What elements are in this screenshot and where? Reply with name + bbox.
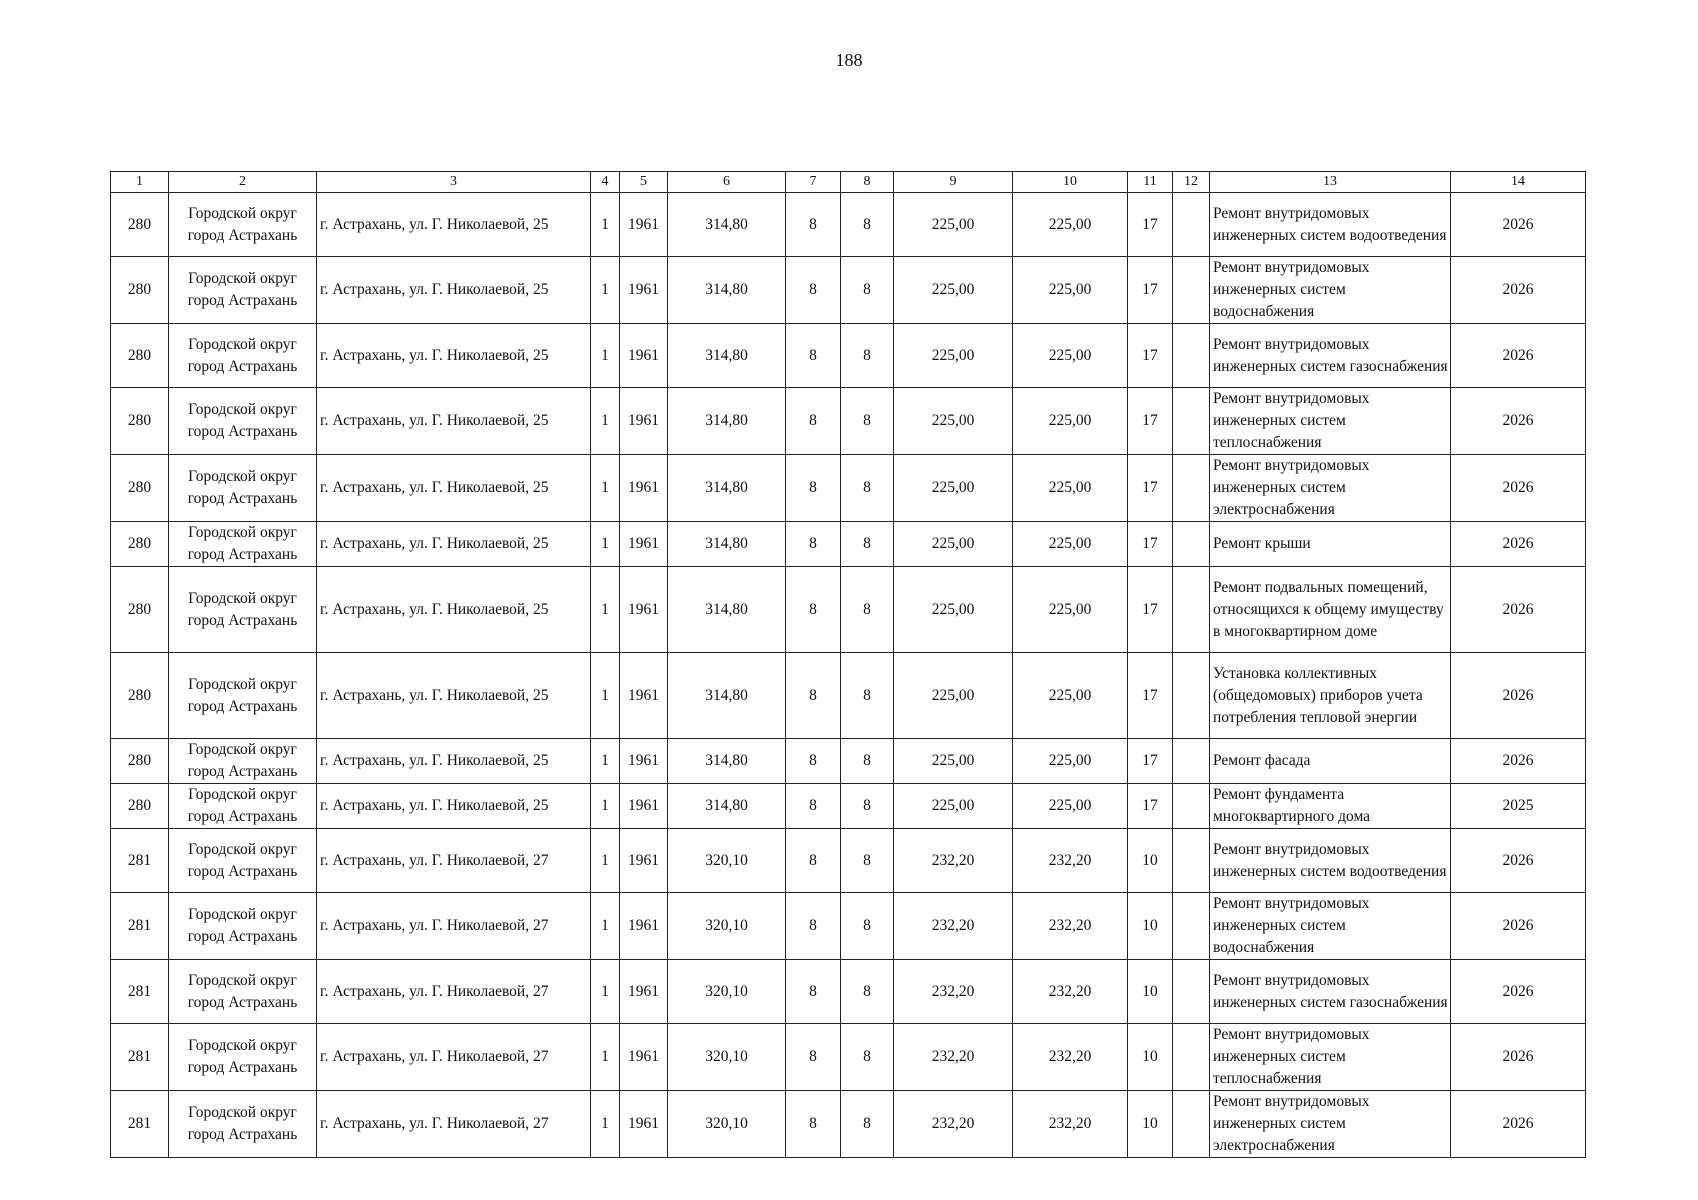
municipality-cell: Городской округ город Астрахань [169, 653, 317, 739]
col-7-value-cell: 8 [786, 567, 841, 653]
col-4-value-cell: 1 [591, 388, 620, 455]
col-11-value-cell: 10 [1128, 1091, 1173, 1158]
repair-program-table [110, 171, 1586, 1158]
address-cell: г. Астрахань, ул. Г. Николаевой, 25 [317, 193, 591, 257]
table-row [111, 388, 1586, 455]
column-header: 14 [1451, 172, 1586, 193]
table-row [111, 1091, 1586, 1158]
work-type-cell: Ремонт внутридомовых инженерных систем теплоснабжения [1210, 1024, 1451, 1091]
col-11-value-cell: 10 [1128, 1024, 1173, 1091]
col-12-value-cell [1173, 960, 1210, 1024]
col-9-value-cell: 225,00 [894, 257, 1013, 324]
row-number-cell: 280 [111, 455, 169, 522]
col-9-value-cell: 232,20 [894, 1091, 1013, 1158]
column-number-row [111, 172, 1586, 193]
row-number-cell: 280 [111, 257, 169, 324]
planned-year-cell: 2026 [1451, 1024, 1586, 1091]
col-6-value-cell: 320,10 [668, 960, 786, 1024]
col-10-value-cell: 232,20 [1013, 1091, 1128, 1158]
col-12-value-cell [1173, 455, 1210, 522]
municipality-cell: Городской округ город Астрахань [169, 257, 317, 324]
column-header: 3 [317, 172, 591, 193]
page-number: 188 [835, 50, 863, 70]
row-number-cell: 280 [111, 522, 169, 567]
column-header: 8 [841, 172, 894, 193]
col-6-value-cell: 320,10 [668, 1091, 786, 1158]
work-type-cell: Ремонт внутридомовых инженерных систем водоотведения [1210, 829, 1451, 893]
work-type-cell: Ремонт фасада [1210, 739, 1451, 784]
col-12-value-cell [1173, 193, 1210, 257]
col-9-value-cell: 225,00 [894, 388, 1013, 455]
col-11-value-cell: 17 [1128, 455, 1173, 522]
planned-year-cell: 2025 [1451, 784, 1586, 829]
col-11-value-cell: 17 [1128, 388, 1173, 455]
column-header: 7 [786, 172, 841, 193]
col-9-value-cell: 225,00 [894, 455, 1013, 522]
col-12-value-cell [1173, 829, 1210, 893]
col-10-value-cell: 225,00 [1013, 324, 1128, 388]
work-type-cell: Ремонт внутридомовых инженерных систем электроснабжения [1210, 1091, 1451, 1158]
col-6-value-cell: 314,80 [668, 653, 786, 739]
col-10-value-cell: 225,00 [1013, 388, 1128, 455]
col-12-value-cell [1173, 1091, 1210, 1158]
row-number-cell: 280 [111, 193, 169, 257]
planned-year-cell: 2026 [1451, 324, 1586, 388]
col-9-value-cell: 232,20 [894, 1024, 1013, 1091]
col-6-value-cell: 314,80 [668, 388, 786, 455]
col-7-value-cell: 8 [786, 388, 841, 455]
col-10-value-cell: 232,20 [1013, 893, 1128, 960]
column-header: 1 [111, 172, 169, 193]
table-row [111, 193, 1586, 257]
row-number-cell: 281 [111, 960, 169, 1024]
planned-year-cell: 2026 [1451, 1091, 1586, 1158]
row-number-cell: 281 [111, 1091, 169, 1158]
col-4-value-cell: 1 [591, 653, 620, 739]
col-12-value-cell [1173, 784, 1210, 829]
column-header: 4 [591, 172, 620, 193]
col-7-value-cell: 8 [786, 784, 841, 829]
planned-year-cell: 2026 [1451, 960, 1586, 1024]
col-4-value-cell: 1 [591, 1024, 620, 1091]
table-row [111, 324, 1586, 388]
year-built-cell: 1961 [620, 193, 668, 257]
year-built-cell: 1961 [620, 653, 668, 739]
col-11-value-cell: 17 [1128, 653, 1173, 739]
col-9-value-cell: 225,00 [894, 653, 1013, 739]
col-7-value-cell: 8 [786, 653, 841, 739]
col-7-value-cell: 8 [786, 193, 841, 257]
planned-year-cell: 2026 [1451, 522, 1586, 567]
col-11-value-cell: 10 [1128, 893, 1173, 960]
work-type-cell: Ремонт подвальных помещений, относящихся к общему имуществу в многоквартирном доме [1210, 567, 1451, 653]
municipality-cell: Городской округ город Астрахань [169, 1091, 317, 1158]
planned-year-cell: 2026 [1451, 893, 1586, 960]
column-header: 6 [668, 172, 786, 193]
work-type-cell: Установка коллективных (общедомовых) приборов учета потребления тепловой энергии [1210, 653, 1451, 739]
year-built-cell: 1961 [620, 388, 668, 455]
col-10-value-cell: 225,00 [1013, 257, 1128, 324]
work-type-cell: Ремонт внутридомовых инженерных систем газоснабжения [1210, 324, 1451, 388]
planned-year-cell: 2026 [1451, 739, 1586, 784]
year-built-cell: 1961 [620, 893, 668, 960]
planned-year-cell: 2026 [1451, 388, 1586, 455]
year-built-cell: 1961 [620, 1091, 668, 1158]
table-row [111, 784, 1586, 829]
municipality-cell: Городской округ город Астрахань [169, 324, 317, 388]
col-6-value-cell: 314,80 [668, 324, 786, 388]
col-6-value-cell: 314,80 [668, 739, 786, 784]
col-8-value-cell: 8 [841, 1024, 894, 1091]
col-11-value-cell: 17 [1128, 567, 1173, 653]
address-cell: г. Астрахань, ул. Г. Николаевой, 25 [317, 653, 591, 739]
col-12-value-cell [1173, 893, 1210, 960]
address-cell: г. Астрахань, ул. Г. Николаевой, 25 [317, 388, 591, 455]
col-4-value-cell: 1 [591, 829, 620, 893]
col-9-value-cell: 225,00 [894, 784, 1013, 829]
col-4-value-cell: 1 [591, 893, 620, 960]
col-8-value-cell: 8 [841, 455, 894, 522]
col-7-value-cell: 8 [786, 257, 841, 324]
col-12-value-cell [1173, 522, 1210, 567]
col-9-value-cell: 225,00 [894, 324, 1013, 388]
table-row [111, 893, 1586, 960]
work-type-cell: Ремонт внутридомовых инженерных систем водоснабжения [1210, 893, 1451, 960]
col-10-value-cell: 225,00 [1013, 653, 1128, 739]
col-6-value-cell: 320,10 [668, 893, 786, 960]
table-row [111, 739, 1586, 784]
planned-year-cell: 2026 [1451, 567, 1586, 653]
col-11-value-cell: 17 [1128, 522, 1173, 567]
municipality-cell: Городской округ город Астрахань [169, 193, 317, 257]
col-9-value-cell: 232,20 [894, 893, 1013, 960]
col-11-value-cell: 10 [1128, 829, 1173, 893]
col-10-value-cell: 232,20 [1013, 1024, 1128, 1091]
row-number-cell: 280 [111, 388, 169, 455]
year-built-cell: 1961 [620, 567, 668, 653]
col-10-value-cell: 225,00 [1013, 784, 1128, 829]
table-row [111, 455, 1586, 522]
col-10-value-cell: 232,20 [1013, 960, 1128, 1024]
municipality-cell: Городской округ город Астрахань [169, 960, 317, 1024]
col-7-value-cell: 8 [786, 522, 841, 567]
col-4-value-cell: 1 [591, 1091, 620, 1158]
col-10-value-cell: 225,00 [1013, 567, 1128, 653]
address-cell: г. Астрахань, ул. Г. Николаевой, 27 [317, 960, 591, 1024]
planned-year-cell: 2026 [1451, 193, 1586, 257]
year-built-cell: 1961 [620, 324, 668, 388]
col-7-value-cell: 8 [786, 829, 841, 893]
year-built-cell: 1961 [620, 829, 668, 893]
row-number-cell: 280 [111, 653, 169, 739]
municipality-cell: Городской округ город Астрахань [169, 388, 317, 455]
col-11-value-cell: 17 [1128, 193, 1173, 257]
municipality-cell: Городской округ город Астрахань [169, 739, 317, 784]
col-8-value-cell: 8 [841, 257, 894, 324]
col-12-value-cell [1173, 653, 1210, 739]
col-4-value-cell: 1 [591, 193, 620, 257]
table-row [111, 567, 1586, 653]
col-12-value-cell [1173, 257, 1210, 324]
col-8-value-cell: 8 [841, 522, 894, 567]
col-12-value-cell [1173, 739, 1210, 784]
col-10-value-cell: 225,00 [1013, 522, 1128, 567]
address-cell: г. Астрахань, ул. Г. Николаевой, 27 [317, 893, 591, 960]
col-9-value-cell: 225,00 [894, 739, 1013, 784]
col-4-value-cell: 1 [591, 257, 620, 324]
table-row [111, 1024, 1586, 1091]
address-cell: г. Астрахань, ул. Г. Николаевой, 25 [317, 257, 591, 324]
row-number-cell: 280 [111, 324, 169, 388]
col-12-value-cell [1173, 388, 1210, 455]
row-number-cell: 281 [111, 1024, 169, 1091]
col-6-value-cell: 314,80 [668, 257, 786, 324]
work-type-cell: Ремонт внутридомовых инженерных систем газоснабжения [1210, 960, 1451, 1024]
table-row [111, 829, 1586, 893]
col-6-value-cell: 314,80 [668, 455, 786, 522]
address-cell: г. Астрахань, ул. Г. Николаевой, 27 [317, 1091, 591, 1158]
table-body [111, 193, 1586, 1158]
col-6-value-cell: 314,80 [668, 567, 786, 653]
col-8-value-cell: 8 [841, 567, 894, 653]
col-7-value-cell: 8 [786, 960, 841, 1024]
col-10-value-cell: 225,00 [1013, 739, 1128, 784]
col-10-value-cell: 232,20 [1013, 829, 1128, 893]
column-header: 2 [169, 172, 317, 193]
col-10-value-cell: 225,00 [1013, 455, 1128, 522]
col-8-value-cell: 8 [841, 388, 894, 455]
row-number-cell: 280 [111, 784, 169, 829]
row-number-cell: 280 [111, 567, 169, 653]
address-cell: г. Астрахань, ул. Г. Николаевой, 25 [317, 739, 591, 784]
year-built-cell: 1961 [620, 784, 668, 829]
col-4-value-cell: 1 [591, 324, 620, 388]
planned-year-cell: 2026 [1451, 653, 1586, 739]
col-6-value-cell: 314,80 [668, 193, 786, 257]
col-9-value-cell: 225,00 [894, 522, 1013, 567]
row-number-cell: 281 [111, 829, 169, 893]
col-12-value-cell [1173, 324, 1210, 388]
col-11-value-cell: 17 [1128, 739, 1173, 784]
column-header: 5 [620, 172, 668, 193]
col-7-value-cell: 8 [786, 1024, 841, 1091]
municipality-cell: Городской округ город Астрахань [169, 522, 317, 567]
municipality-cell: Городской округ город Астрахань [169, 455, 317, 522]
municipality-cell: Городской округ город Астрахань [169, 893, 317, 960]
work-type-cell: Ремонт фундамента многоквартирного дома [1210, 784, 1451, 829]
col-7-value-cell: 8 [786, 1091, 841, 1158]
col-4-value-cell: 1 [591, 522, 620, 567]
col-11-value-cell: 17 [1128, 324, 1173, 388]
col-7-value-cell: 8 [786, 739, 841, 784]
address-cell: г. Астрахань, ул. Г. Николаевой, 25 [317, 455, 591, 522]
table-row [111, 522, 1586, 567]
address-cell: г. Астрахань, ул. Г. Николаевой, 25 [317, 567, 591, 653]
planned-year-cell: 2026 [1451, 257, 1586, 324]
col-6-value-cell: 320,10 [668, 829, 786, 893]
municipality-cell: Городской округ город Астрахань [169, 1024, 317, 1091]
col-7-value-cell: 8 [786, 324, 841, 388]
year-built-cell: 1961 [620, 1024, 668, 1091]
col-8-value-cell: 8 [841, 193, 894, 257]
year-built-cell: 1961 [620, 739, 668, 784]
col-8-value-cell: 8 [841, 960, 894, 1024]
column-header: 12 [1173, 172, 1210, 193]
column-header: 10 [1013, 172, 1128, 193]
col-9-value-cell: 225,00 [894, 193, 1013, 257]
table-row [111, 960, 1586, 1024]
col-8-value-cell: 8 [841, 653, 894, 739]
work-type-cell: Ремонт внутридомовых инженерных систем водоотведения [1210, 193, 1451, 257]
planned-year-cell: 2026 [1451, 455, 1586, 522]
col-4-value-cell: 1 [591, 567, 620, 653]
work-type-cell: Ремонт внутридомовых инженерных систем теплоснабжения [1210, 388, 1451, 455]
column-header: 9 [894, 172, 1013, 193]
col-8-value-cell: 8 [841, 893, 894, 960]
col-6-value-cell: 314,80 [668, 522, 786, 567]
municipality-cell: Городской округ город Астрахань [169, 829, 317, 893]
address-cell: г. Астрахань, ул. Г. Николаевой, 25 [317, 784, 591, 829]
col-4-value-cell: 1 [591, 960, 620, 1024]
table-row [111, 257, 1586, 324]
work-type-cell: Ремонт внутридомовых инженерных систем водоснабжения [1210, 257, 1451, 324]
col-7-value-cell: 8 [786, 893, 841, 960]
year-built-cell: 1961 [620, 257, 668, 324]
column-header: 11 [1128, 172, 1173, 193]
municipality-cell: Городской округ город Астрахань [169, 784, 317, 829]
address-cell: г. Астрахань, ул. Г. Николаевой, 25 [317, 324, 591, 388]
address-cell: г. Астрахань, ул. Г. Николаевой, 27 [317, 829, 591, 893]
col-12-value-cell [1173, 1024, 1210, 1091]
work-type-cell: Ремонт крыши [1210, 522, 1451, 567]
col-4-value-cell: 1 [591, 784, 620, 829]
col-8-value-cell: 8 [841, 829, 894, 893]
year-built-cell: 1961 [620, 522, 668, 567]
col-12-value-cell [1173, 567, 1210, 653]
col-8-value-cell: 8 [841, 784, 894, 829]
planned-year-cell: 2026 [1451, 829, 1586, 893]
year-built-cell: 1961 [620, 960, 668, 1024]
col-8-value-cell: 8 [841, 739, 894, 784]
col-9-value-cell: 232,20 [894, 829, 1013, 893]
year-built-cell: 1961 [620, 455, 668, 522]
col-8-value-cell: 8 [841, 1091, 894, 1158]
municipality-cell: Городской округ город Астрахань [169, 567, 317, 653]
col-4-value-cell: 1 [591, 455, 620, 522]
row-number-cell: 281 [111, 893, 169, 960]
col-6-value-cell: 320,10 [668, 1024, 786, 1091]
col-9-value-cell: 225,00 [894, 567, 1013, 653]
col-8-value-cell: 8 [841, 324, 894, 388]
work-type-cell: Ремонт внутридомовых инженерных систем электроснабжения [1210, 455, 1451, 522]
column-header: 13 [1210, 172, 1451, 193]
table-row [111, 653, 1586, 739]
col-11-value-cell: 17 [1128, 257, 1173, 324]
col-7-value-cell: 8 [786, 455, 841, 522]
col-11-value-cell: 17 [1128, 784, 1173, 829]
address-cell: г. Астрахань, ул. Г. Николаевой, 27 [317, 1024, 591, 1091]
col-11-value-cell: 10 [1128, 960, 1173, 1024]
col-10-value-cell: 225,00 [1013, 193, 1128, 257]
row-number-cell: 280 [111, 739, 169, 784]
col-6-value-cell: 314,80 [668, 784, 786, 829]
col-4-value-cell: 1 [591, 739, 620, 784]
col-9-value-cell: 232,20 [894, 960, 1013, 1024]
address-cell: г. Астрахань, ул. Г. Николаевой, 25 [317, 522, 591, 567]
